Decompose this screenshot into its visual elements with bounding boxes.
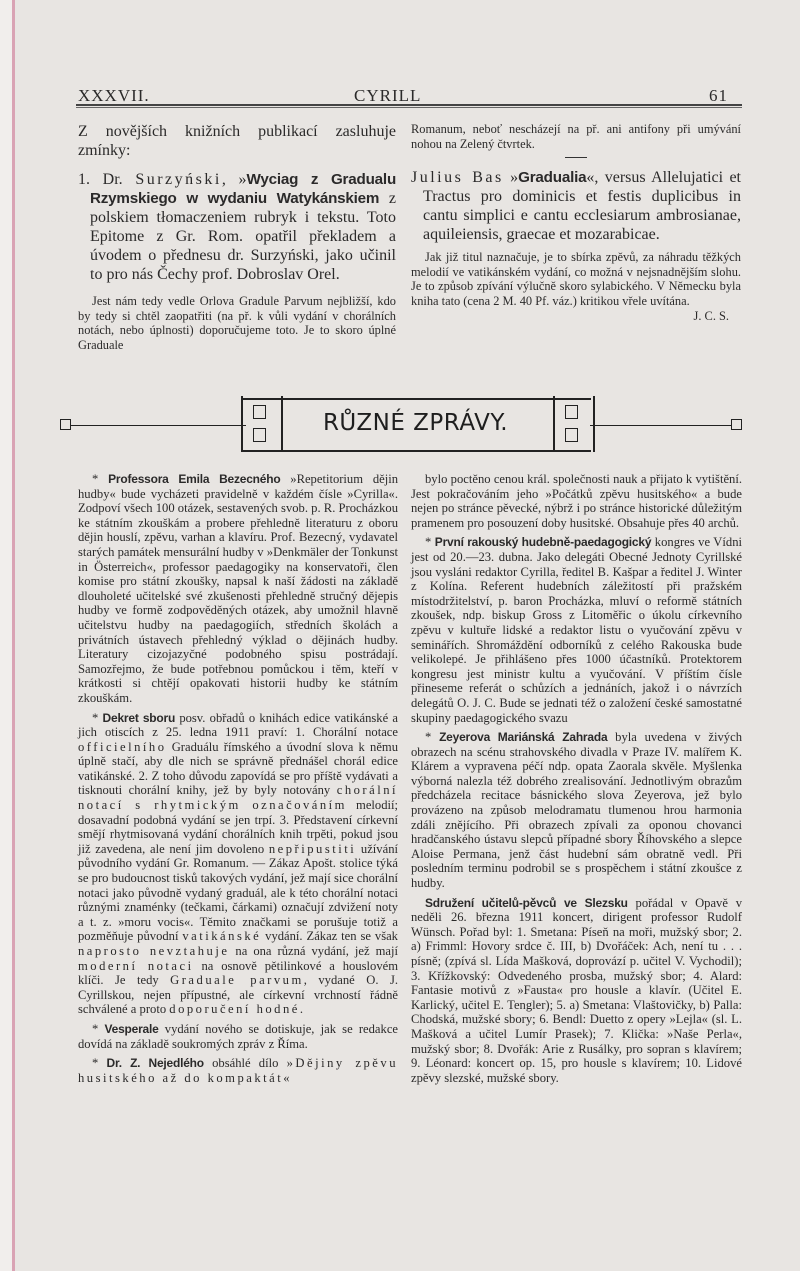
text-run: * <box>425 730 440 745</box>
text-run: melodií; dosavadní podobná vydání se jen trpí. 3. Představení církevní smějí rhytmisovaná vydání chorálních knih trpěti, pokud jsou již zavedena, ale není jim dovoleno <box>78 798 398 856</box>
text-run: 1. Dr. <box>78 171 136 188</box>
text-run: * <box>92 472 109 486</box>
paragraph <box>411 472 742 530</box>
lower-left-column <box>78 472 398 1090</box>
bold-heading: Professora Emila Bezecného <box>108 472 281 486</box>
continuation-text: Romanum, neboť nescházejí na př. ani antifony při umývání nohou na Zelený čtvrtek. <box>411 122 741 151</box>
paragraph <box>78 1022 398 1051</box>
paragraph <box>411 896 742 1086</box>
spaced-emphasis: moderní notaci <box>78 958 194 973</box>
volume-number: XXXVII. <box>78 86 150 105</box>
text-run: . <box>299 1002 304 1017</box>
spaced-emphasis: vatikánské <box>182 929 262 944</box>
header-rule <box>76 104 742 108</box>
paragraph <box>78 294 396 352</box>
page-margin <box>0 0 12 1271</box>
text-run: byla uvedena v živých obrazech na scénu strahovského divadla v Praze IV. malířem K. Klárem a vypravena péčí ndp. opata Zaorala skvěle. Myšlenka výborná nalezla též dobrého zrealisování. Jednotlivým obrazům předcházela recitace básnického slova Zeyerova, jež bylo provázeno na způsob melodramatu tlumenou hrou harmonia zdáli znějícího. Při obrazech zpívali za oponou chovanci hradčanského ústavu slepců případné sbory Říhovského a slepce Aloise Permana, jenž část hudební sám obratně vedl. Při posledním terminu podrobil se s prospěchem i státní zkoušce z hudby. <box>411 730 742 891</box>
bold-heading: Dekret sboru <box>102 710 176 725</box>
review-text: Jak již titul naznačuje, je to sbírka zpěvů, za náhradu těžkých melodií ve vatikánském vydání, co možná v nejsnadnějším slohu. Je to způsob zpívání výlučně skoro sylabického. V Německu byla kniha tato (cena 2 M. 40 Pf. váz.) kritikou vřele uvítána. <box>411 250 741 308</box>
page-edge <box>12 0 15 1271</box>
spaced-emphasis: »Dějiny zpěvu husitského až do kompaktát« <box>78 1056 398 1085</box>
text-run: bylo poctěno cenou král. společnosti nauk a přijato k vytištění. Jest pokračováním jeho »Počátků zpěvu husitského« a bude nejen po stránce pěvecké, nýbrž i po stránce historické důležitým pramenem pro posouzení doby husitské. Obsahuje přes 40 archů. <box>411 472 742 530</box>
separator-dash <box>565 157 587 158</box>
text-run: » <box>503 169 519 187</box>
banner-line-left <box>70 425 246 426</box>
bold-heading: První rakouský hudebně-paedagogický <box>434 535 652 550</box>
text-run: Z novějších knižních publikací zasluhuje zmínky: <box>78 123 396 159</box>
banner-end-square-right <box>731 419 742 430</box>
spaced-emphasis: doporučení hodné <box>169 1002 300 1017</box>
section-title: RŮZNÉ ZPRÁVY. <box>322 410 509 436</box>
text-run: na osnově pětilinkové a houslovém klíči. Je tedy <box>78 958 399 988</box>
lower-right-column <box>411 472 742 1090</box>
text-run: vydání nového se dotiskuje, jak se redakce dovídá na základě soukromých zpráv z Říma. <box>78 1021 398 1051</box>
text-run: «, versus Allelujatici et Tractus pro dominicis et festis duplicibus in cantu simplici e cantu ecclesiarum ambrosianae, aquileiensis, graecae et mozarabicae. <box>423 169 741 244</box>
paragraph <box>78 711 398 1017</box>
text-run: užívání původního vydání Gr. Romanum. — Zákaz Apošt. stolice týká se pro budoucnost tisků takových vydání, jež mají sice chorální notaci jako původně vydaný graduál, ale k této chorální notaci různými znaménky (tečkami, čárkami) označují zdvižení noty a t. z. »moru vocis«. Těmito značkami se porušuje totiž a pozměňuje původní <box>78 841 398 944</box>
text-run: Graduálu římského a úvodní slova k němu úplně stačí, aby dle nich se správně přednášel chorál edice vatikánské. 2. Z toho důvodu zapovídá se pro příště vydávati a tisknouti chorální knihy, jež by byly notovány <box>78 739 398 798</box>
spaced-emphasis: naprosto nevztahuje <box>78 944 230 958</box>
page-number: 61 <box>709 86 728 105</box>
top-left-column <box>78 122 396 352</box>
text-run: posv. obřadů o knihách edice vatikánské a jich otiscích z 25. ledna 1911 praví: 1. Chorální notace <box>78 710 399 740</box>
paragraph <box>411 535 742 725</box>
spaced-emphasis: chorální notací s rhytmickým označováním <box>78 783 398 813</box>
text-run: obsáhlé dílo <box>203 1056 287 1071</box>
text-run: »Repetitorium dějin hudby« bude vycházeti pravidelně v každém čísle »Cyrilla«. Zodpoví všech 100 otázek, sestavených svob. p. R. Procházkou ke státním zkouškám a probere přehledně literaturu z oboru dějin houslí, zpěvu, varhan a klavíru. Prof. Bezecný, vydavatel starých památek mensurální hudby v »Denkmäler der Tonkunst in Österreich«, professor paedagogiky na konservatoři, člen komise pro státní zkoušky, napsal k naší žádosti na základě dlouholeté učitelské své zkušenosti přehledně stručný dějepis hudby ve formě zodpověděných otázek, aby umožnil hlavně učitelstvu hudby na paedagogiích, středních školách a privátních ústavech přehledný výklad o dějinách hudby. Literatury cizojazyčné podobného spisu postrádají. Samozřejmo, že bude potřebnou pomůckou i těm, kteří v krátkosti si chtějí opakovati historii hudby ke státním zkouškám. <box>78 472 398 705</box>
paragraph <box>78 472 398 706</box>
spaced-emphasis: Graduale parvum <box>170 973 304 988</box>
text-run: Jest nám tedy vedle Orlova Gradule Parvum nejbližší, kdo by tedy si chtěl zaopatřiti (na př. k vůli vydání v chorálních notách, nebo úplnosti) doporučujeme toto. Je to skoro úplné Graduale <box>78 294 396 352</box>
text-run: na ona různá vydání, jež mají <box>229 944 398 958</box>
text-run: * <box>425 535 435 550</box>
paragraph <box>78 122 396 160</box>
spaced-emphasis: officielního <box>78 739 167 754</box>
top-right-column <box>411 122 741 323</box>
text-run: , vydané O. J. Cyrillskou, nejen přípustné, ale církevní vrchností řádně schválené a proto <box>78 973 398 1017</box>
spaced-emphasis: nepřipustiti <box>268 841 357 856</box>
spaced-emphasis: Surzyński <box>135 171 222 188</box>
journal-title: CYRILL <box>354 86 422 105</box>
banner-ornament-right <box>553 396 595 452</box>
text-run: z polskiem tłomaczeniem rubryk i tekstu. Toto Epitome z Gr. Rom. opatřil překladem a úvodem o přednesu dr. Surzyński, jako učinil to pro nás Čechy prof. Dobroslav Orel. <box>90 190 396 283</box>
book-entry <box>411 168 741 244</box>
banner-end-square-left <box>60 419 71 430</box>
text-run: vydání. Zákaz ten se však <box>261 929 398 944</box>
bold-heading: Sdružení učitelů-pěvců ve Slezsku <box>425 895 628 910</box>
paragraph <box>78 170 396 284</box>
running-header <box>78 86 742 106</box>
section-banner <box>58 396 748 456</box>
bold-heading: Wyciag z Gradualu Rzymskiego w wydaniu Watykánskiem <box>90 171 397 207</box>
text-run: * <box>92 1021 105 1036</box>
bold-heading: Zeyerova Mariánská Zahrada <box>439 730 608 745</box>
bold-heading: Dr. Z. Nejedlého <box>106 1056 204 1071</box>
text-run: , » <box>221 171 247 188</box>
bold-heading: Gradualia <box>518 169 587 187</box>
paragraph <box>411 730 742 891</box>
spaced-emphasis: Julius Bas <box>411 169 504 187</box>
banner-line-right <box>590 425 732 426</box>
text-run: * <box>92 710 103 725</box>
text-run: kongres ve Vídni jest od 20.—23. dubna. Jako delegáti Obecné Jednoty Cyrillské jsou vysláni redaktor Cyrilla, ředitel B. Kašpar a ředitel J. Winter z Kolína. Referent hudebních záležitostí při pražském místodržitelství, p. baron Procházka, mluví o reformě státních zkoušek, ndp. biskup Gross z Litoměřic o úkolu církevního zpěvu v kultuře lidské a redaktor listu o vyučování zpěvu v seminářích. Shromáždění odborníků z celého Rakouska bude velikolepé. Je přihlášeno přes 1000 účastníků. Protektorem kongresu jest ministr kultu a vyučování. V příštím čísle přineseme referát o schůzích a jednáních, jakož i o návrzích delegátů O. J. C. Bude se jednati též o založení české samostatné skupiny paedagogického svazu <box>411 535 742 725</box>
banner-ornament-left <box>241 396 283 452</box>
paragraph <box>78 1056 398 1085</box>
text-run: pořádal v Opavě v neděli 26. března 1911 koncert, dirigent professor Rudolf Wünsch. Pořad byl: 1. Smetana: Píseň na moři, mužský sbor; 2. a) Frimml: Hovory srdce č. III, b) Dvořáček: Ach, není tu . . . písně; (zpívá sl. Lída Mašková, doprovází p. učitel V. Vychodil); 3. Křížkovský: Odvedeného prosba, mužský sbor; 4. Alard: Fantasie motivů z »Fausta« pro housle a klavír. (Učitel E. Karlický, učitel E. Tengler); 5. a) Smetana: Vlaštovičky, b) Palla: Chodská, mužské sbory; 6. Bendl: Duetto z opery »Lejla« (sl. L. Mašková a učitel Lumír Prasek); 7. Klička: »Naše Perla«, mužský sbor; 8. Dvořák: Arie z Rusálky, pro sopran s klavírem; 9. Léonard: koncert op. 15, pro housle s klavírem; 10. Lidové zpěvy slezské, mužské sbory. <box>411 895 742 1085</box>
bold-heading: Vesperale <box>104 1021 159 1036</box>
signature: J. C. S. <box>693 308 729 323</box>
text-run: * <box>92 1056 107 1071</box>
